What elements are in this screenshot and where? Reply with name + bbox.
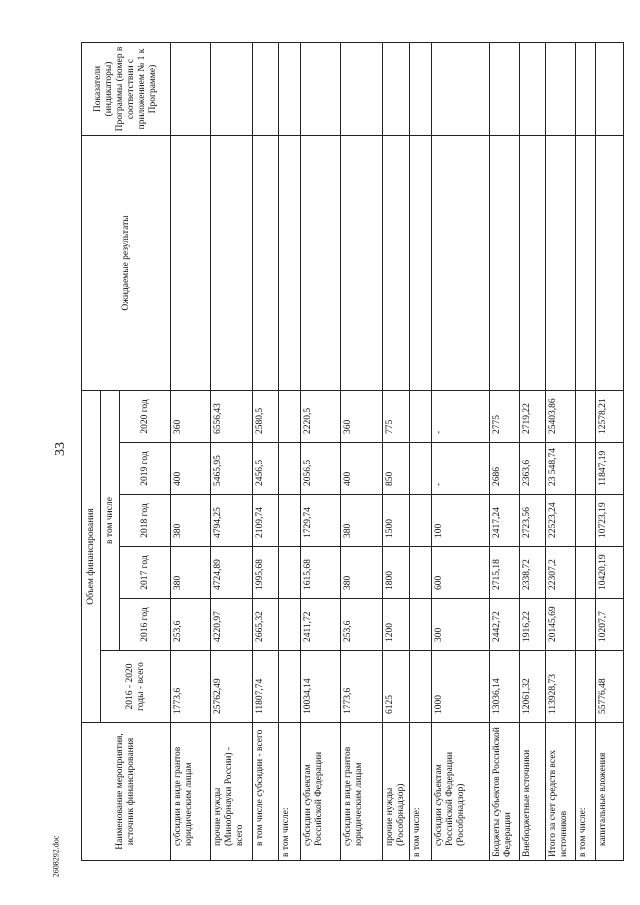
row-label: в том числе субсидии - всего — [253, 723, 279, 861]
cell-value: 2775 — [489, 390, 519, 442]
cell-value: 6556,43 — [211, 390, 253, 442]
cell-value: 6125 — [383, 651, 410, 723]
indicators-cell — [519, 42, 545, 135]
row-label: субсидии в виде грантов юридическим лицам — [341, 723, 383, 861]
cell-value: 10034,14 — [301, 651, 341, 723]
table-row — [595, 42, 623, 860]
cell-value: 2719,22 — [519, 390, 545, 442]
file-name-footer: 2608292.doc — [51, 835, 61, 878]
cell-value: 380 — [171, 495, 211, 547]
results-cell — [519, 135, 545, 390]
header-row-1 — [82, 42, 101, 860]
table-row — [211, 42, 253, 860]
cell-value — [409, 495, 431, 547]
cell-value: 4724,89 — [211, 547, 253, 599]
indicators-cell — [489, 42, 519, 135]
row-label: субсидии субъектам Российской Федерации — [301, 723, 341, 861]
cell-value: 13036,14 — [489, 651, 519, 723]
cell-value: 400 — [171, 443, 211, 495]
indicators-cell — [279, 42, 301, 135]
table-row — [519, 42, 545, 860]
results-cell — [545, 135, 575, 390]
cell-value: 100 — [431, 495, 489, 547]
table-row — [545, 42, 575, 860]
cell-value: 2363,6 — [519, 443, 545, 495]
row-label: субсидии субъектам Российской Федерации (Рособрнадзор) — [431, 723, 489, 861]
results-cell — [253, 135, 279, 390]
indicators-cell — [595, 42, 623, 135]
cell-value: 22307,2 — [545, 547, 575, 599]
cell-value — [575, 599, 595, 651]
cell-value: 300 — [431, 599, 489, 651]
cell-value: 2686 — [489, 443, 519, 495]
table-row — [575, 42, 595, 860]
cell-value: 2715,18 — [489, 547, 519, 599]
cell-value: 10723,19 — [595, 495, 623, 547]
cell-value: 25762,49 — [211, 651, 253, 723]
row-label: Итого за счет средств всех источников — [545, 723, 575, 861]
cell-value: - — [431, 390, 489, 442]
table-row — [301, 42, 341, 860]
header-total: 2016 - 2020 годы - всего — [101, 651, 171, 723]
indicators-cell — [171, 42, 211, 135]
cell-value: 380 — [341, 495, 383, 547]
cell-value — [409, 390, 431, 442]
results-cell — [409, 135, 431, 390]
row-label: прочие нужды (Минобрнауки России) - всего — [211, 723, 253, 861]
cell-value: 1615,68 — [301, 547, 341, 599]
cell-value: 2417,24 — [489, 495, 519, 547]
cell-value: 20145,69 — [545, 599, 575, 651]
indicators-cell — [431, 42, 489, 135]
row-label: Бюджеты субъектов Российской Федерации — [489, 723, 519, 861]
table-row — [341, 42, 383, 860]
cell-value: 1800 — [383, 547, 410, 599]
cell-value: 11847,19 — [595, 443, 623, 495]
header-year: 2017 год — [120, 547, 171, 599]
header-year: 2016 год — [120, 599, 171, 651]
cell-value: 2723,56 — [519, 495, 545, 547]
header-results: Ожидаемые результаты — [82, 135, 171, 390]
table-row — [409, 42, 431, 860]
cell-value: 2442,72 — [489, 599, 519, 651]
cell-value — [575, 547, 595, 599]
indicators-cell — [383, 42, 410, 135]
cell-value: 2580,5 — [253, 390, 279, 442]
results-cell — [171, 135, 211, 390]
indicators-cell — [545, 42, 575, 135]
indicators-cell — [253, 42, 279, 135]
cell-value: 1729,74 — [301, 495, 341, 547]
cell-value: 2109,74 — [253, 495, 279, 547]
header-funding: Объем финансирования — [82, 390, 101, 722]
cell-value: 2411,72 — [301, 599, 341, 651]
cell-value: 4794,25 — [211, 495, 253, 547]
cell-value — [575, 495, 595, 547]
cell-value: 2220,5 — [301, 390, 341, 442]
cell-value — [279, 495, 301, 547]
cell-value: 1000 — [431, 651, 489, 723]
cell-value: 2456,5 — [253, 443, 279, 495]
table-row — [253, 42, 279, 860]
cell-value — [279, 599, 301, 651]
cell-value — [279, 547, 301, 599]
cell-value: 2338,72 — [519, 547, 545, 599]
header-name: Наименование мероприятия, источник финансирования — [82, 723, 171, 861]
indicators-cell — [301, 42, 341, 135]
header-year: 2018 год — [120, 495, 171, 547]
cell-value: 850 — [383, 443, 410, 495]
table-row — [171, 42, 211, 860]
row-label: капитальные вложения — [595, 723, 623, 861]
results-cell — [489, 135, 519, 390]
financing-table-container — [81, 43, 623, 861]
cell-value — [409, 651, 431, 723]
header-indicators: Показатели (индикаторы) Программы (номер в соответствии с приложением № 1 к Программе) — [82, 42, 171, 135]
cell-value: 1500 — [383, 495, 410, 547]
cell-value: 1995,68 — [253, 547, 279, 599]
results-cell — [211, 135, 253, 390]
indicators-cell — [211, 42, 253, 135]
cell-value: 23 548,74 — [545, 443, 575, 495]
cell-value: 2665,32 — [253, 599, 279, 651]
results-cell — [301, 135, 341, 390]
table-row — [383, 42, 410, 860]
row-label: прочие нужды (Рособрнадзор) — [383, 723, 410, 861]
cell-value: 4220,97 — [211, 599, 253, 651]
results-cell — [575, 135, 595, 390]
indicators-cell — [341, 42, 383, 135]
cell-value — [575, 443, 595, 495]
row-label: в том числе: — [575, 723, 595, 861]
header-year: 2020 год — [120, 390, 171, 442]
cell-value — [409, 443, 431, 495]
cell-value: 5465,95 — [211, 443, 253, 495]
results-cell — [279, 135, 301, 390]
table-body — [171, 42, 624, 860]
indicators-cell — [409, 42, 431, 135]
table-row — [431, 42, 489, 860]
cell-value: 1773,6 — [341, 651, 383, 723]
cell-value: 600 — [431, 547, 489, 599]
financing-table — [81, 42, 624, 861]
results-cell — [431, 135, 489, 390]
cell-value: 55776,48 — [595, 651, 623, 723]
cell-value: 25403,86 — [545, 390, 575, 442]
cell-value: 1200 — [383, 599, 410, 651]
cell-value — [409, 547, 431, 599]
results-cell — [383, 135, 410, 390]
page-number: 33 — [53, 442, 68, 456]
cell-value: 253,6 — [171, 599, 211, 651]
cell-value: 10420,19 — [595, 547, 623, 599]
table-row — [279, 42, 301, 860]
table-row — [489, 42, 519, 860]
cell-value: 775 — [383, 390, 410, 442]
header-year: 2019 год — [120, 443, 171, 495]
cell-value — [279, 651, 301, 723]
cell-value: 10207,7 — [595, 599, 623, 651]
results-cell — [341, 135, 383, 390]
cell-value: 253,6 — [341, 599, 383, 651]
cell-value: 11807,74 — [253, 651, 279, 723]
cell-value: 113928,73 — [545, 651, 575, 723]
cell-value: 400 — [341, 443, 383, 495]
indicators-cell — [575, 42, 595, 135]
cell-value: 2056,5 — [301, 443, 341, 495]
row-label: в том числе: — [279, 723, 301, 861]
cell-value: - — [431, 443, 489, 495]
cell-value — [575, 390, 595, 442]
cell-value — [409, 599, 431, 651]
header-in-total: в том числе — [101, 390, 120, 650]
cell-value — [575, 651, 595, 723]
cell-value: 1773,6 — [171, 651, 211, 723]
row-label: в том числе: — [409, 723, 431, 861]
cell-value: 12578,21 — [595, 390, 623, 442]
row-label: субсидии в виде грантов юридическим лицам — [171, 723, 211, 861]
cell-value — [279, 390, 301, 442]
cell-value: 380 — [341, 547, 383, 599]
results-cell — [595, 135, 623, 390]
cell-value: 380 — [171, 547, 211, 599]
cell-value: 360 — [171, 390, 211, 442]
row-label: Внебюджетные источники — [519, 723, 545, 861]
cell-value: 12061,32 — [519, 651, 545, 723]
cell-value — [279, 443, 301, 495]
cell-value: 1916,22 — [519, 599, 545, 651]
cell-value: 22523,24 — [545, 495, 575, 547]
cell-value: 360 — [341, 390, 383, 442]
